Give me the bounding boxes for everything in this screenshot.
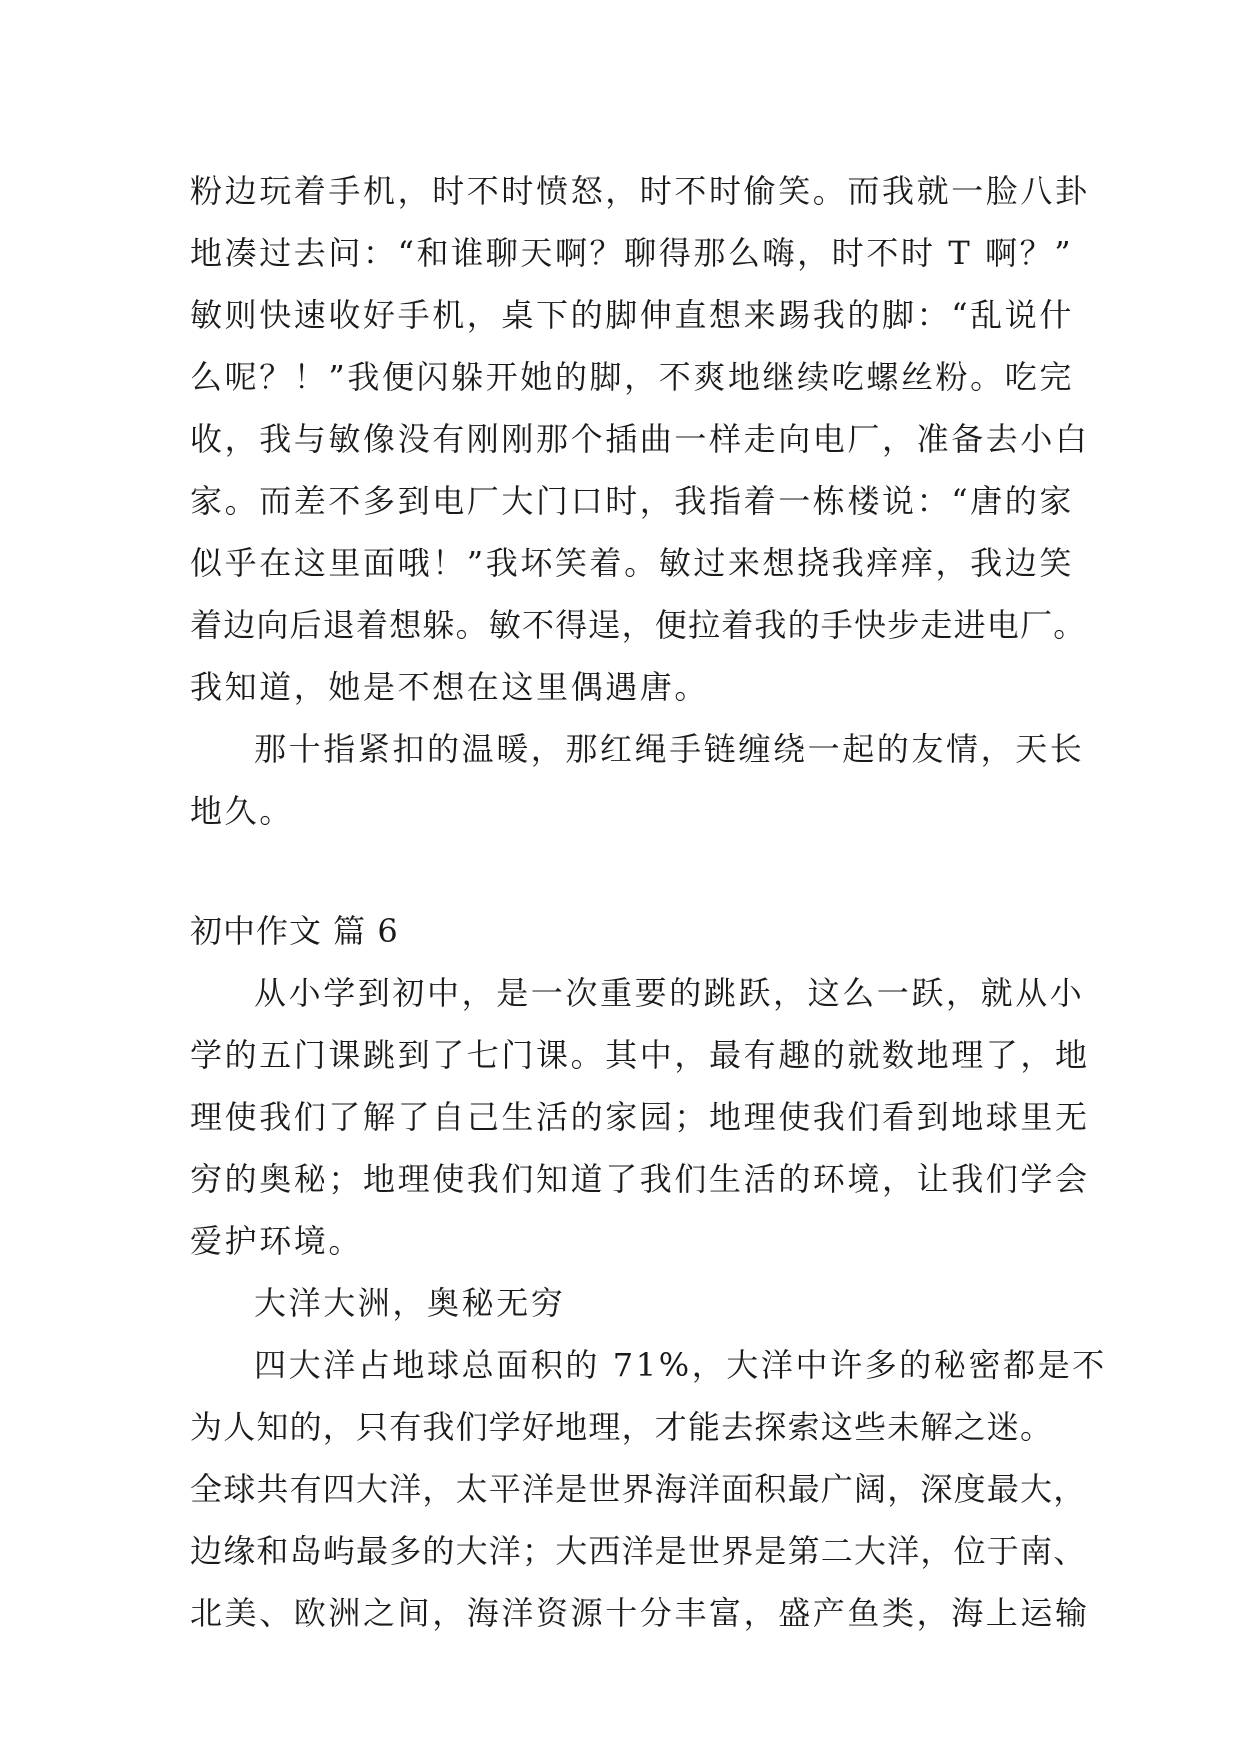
paragraph-closing xyxy=(190,718,1085,842)
paragraph-continued xyxy=(190,160,1090,718)
text-line: 粉边玩着手机，时不时愤怒，时不时偷笑。而我就一脸八卦 xyxy=(190,172,1090,210)
text-line: 似乎在这里面哦！”我坏笑着。敏过来想挠我痒痒，我边笑 xyxy=(190,544,1074,582)
text-line: 爱护环境。 xyxy=(190,1222,364,1260)
paragraph-intro xyxy=(190,962,1090,1272)
text-line: 么呢？！”我便闪躲开她的脚，不爽地继续吃螺丝粉。吃完 xyxy=(190,358,1074,396)
text-line: 学的五门课跳到了七门课。其中，最有趣的就数地理了，地 xyxy=(190,1036,1090,1074)
text-line: 着边向后退着想躲。敏不得逞，便拉着我的手快步走进电厂。 xyxy=(190,606,1087,644)
text-line: 北美、欧洲之间，海洋资源十分丰富，盛产鱼类，海上运输 xyxy=(190,1594,1090,1632)
paragraph-oceans xyxy=(190,1334,1107,1644)
text-line: 地凑过去问：“和谁聊天啊？聊得那么嗨，时不时 T 啊？” xyxy=(190,234,1074,272)
text-line: 理使我们了解了自己生活的家园；地理使我们看到地球里无 xyxy=(190,1098,1090,1136)
text-line: 地久。 xyxy=(190,792,294,830)
text-line: 收，我与敏像没有刚刚那个插曲一样走向电厂，准备去小白 xyxy=(190,420,1090,458)
text-line: 那十指紧扣的温暖，那红绳手链缠绕一起的友情，天长 xyxy=(254,730,1085,768)
text-line: 全球共有四大洋，太平洋是世界海洋面积最广阔，深度最大， xyxy=(190,1470,1087,1508)
text-line: 我知道，她是不想在这里偶遇唐。 xyxy=(190,668,710,706)
subheading: 大洋大洲，奥秘无穷 xyxy=(254,1284,566,1322)
text-line: 边缘和岛屿最多的大洋；大西洋是世界是第二大洋，位于南、 xyxy=(190,1532,1087,1570)
text-line: 敏则快速收好手机，桌下的脚伸直想来踢我的脚：“乱说什 xyxy=(190,296,1074,334)
text-line: 从小学到初中，是一次重要的跳跃，这么一跃，就从小 xyxy=(254,974,1085,1012)
section-spacer xyxy=(190,842,1060,900)
section-heading: 初中作文 篇 6 xyxy=(190,912,399,950)
text-line: 四大洋占地球总面积的 71%，大洋中许多的秘密都是不 xyxy=(254,1346,1107,1384)
document-body xyxy=(190,160,1107,1644)
text-line: 穷的奥秘；地理使我们知道了我们生活的环境，让我们学会 xyxy=(190,1160,1090,1198)
text-line: 为人知的，只有我们学好地理，才能去探索这些未解之迷。 xyxy=(190,1408,1054,1446)
text-line: 家。而差不多到电厂大门口时，我指着一栋楼说：“唐的家 xyxy=(190,482,1074,520)
